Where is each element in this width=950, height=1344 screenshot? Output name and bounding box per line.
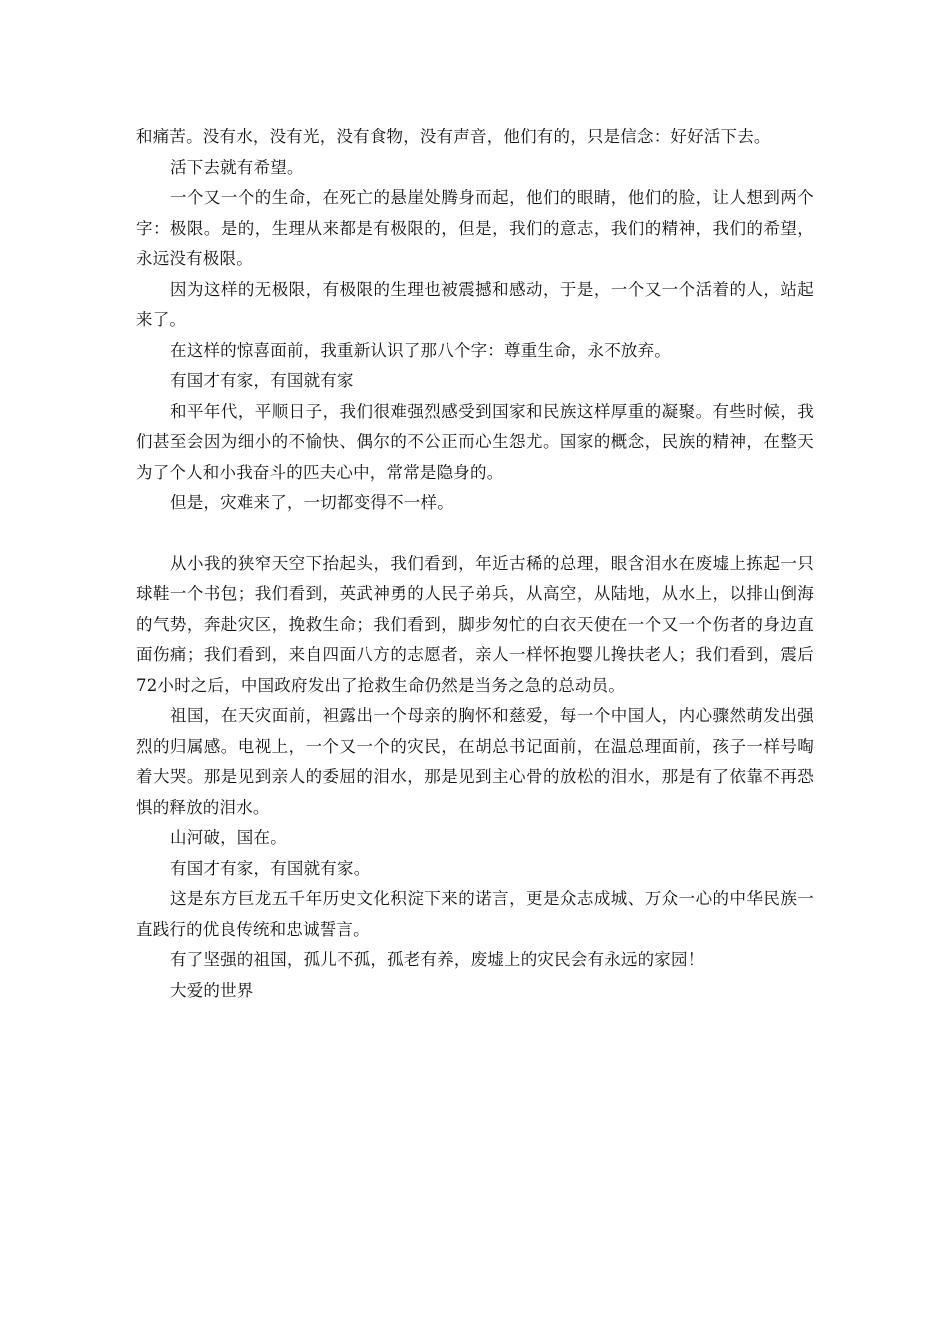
blank-line [136,519,814,549]
paragraph: 从小我的狭窄天空下抬起头，我们看到，年近古稀的总理，眼含泪水在废墟上拣起一只球鞋一个书包；我们看到，英武神勇的人民子弟兵，从高空，从陆地，从水上，以排山倒海的气势，奔赴灾区，挽救生命；我们看到，脚步匆忙的白衣天使在一个又一个伤者的身边直面伤痛；我们看到，来自四面八方的志愿者，亲人一样怀抱婴儿搀扶老人；我们看到，震后72小时之后，中国政府发出了抢救生命仍然是当务之急的总动员。 [136,553,814,695]
document-body [136,122,814,1006]
paragraph: 一个又一个的生命，在死亡的悬崖处腾身而起，他们的眼睛，他们的脸，让人想到两个字：极限。是的，生理从来都是有极限的，但是，我们的意志，我们的精神，我们的希望，永远没有极限。 [136,188,814,268]
paragraph: 和平年代，平顺日子，我们很难强烈感受到国家和民族这样厚重的凝聚。有些时候，我们甚至会因为细小的不愉快、偶尔的不公正而心生怨尤。国家的概念，民族的精神，在整天为了个人和小我奋斗的匹夫心中，常常是隐身的。 [136,401,814,482]
paragraph: 有国才有家，有国就有家。 [170,858,371,878]
paragraph: 在这样的惊喜面前，我重新认识了那八个字：尊重生命，永不放弃。 [170,340,671,360]
paragraph: 因为这样的无极限，有极限的生理也被震撼和感动，于是，一个又一个活着的人，站起来了。 [136,279,814,329]
paragraph-continuation: 和痛苦。没有水，没有光，没有食物，没有声音，他们有的，只是信念：好好活下去。 [136,127,771,146]
paragraph: 活下去就有希望。 [170,157,304,177]
paragraph: 有了坚强的祖国，孤儿不孤，孤老有养，废墟上的灾民会有永远的家园！ [170,950,705,969]
section-heading: 大爱的世界 [170,980,254,1000]
section-heading: 有国才有家，有国就有家 [170,371,354,390]
paragraph: 祖国，在天灾面前，袒露出一个母亲的胸怀和慈爱，每一个中国人，内心骤然萌发出强烈的归属感。电视上，一个又一个的灾民，在胡总书记面前，在温总理面前，孩子一样号啕着大哭。那是见到亲人的委屈的泪水，那是见到主心骨的放松的泪水，那是有了依靠不再恐惧的释放的泪水。 [136,706,814,817]
paragraph: 但是，灾难来了，一切都变得不一样。 [170,493,454,512]
paragraph: 山河破，国在。 [170,828,287,847]
paragraph: 这是东方巨龙五千年历史文化积淀下来的诺言，更是众志成城、万众一心的中华民族一直践行的优良传统和忠诚誓言。 [136,889,814,939]
